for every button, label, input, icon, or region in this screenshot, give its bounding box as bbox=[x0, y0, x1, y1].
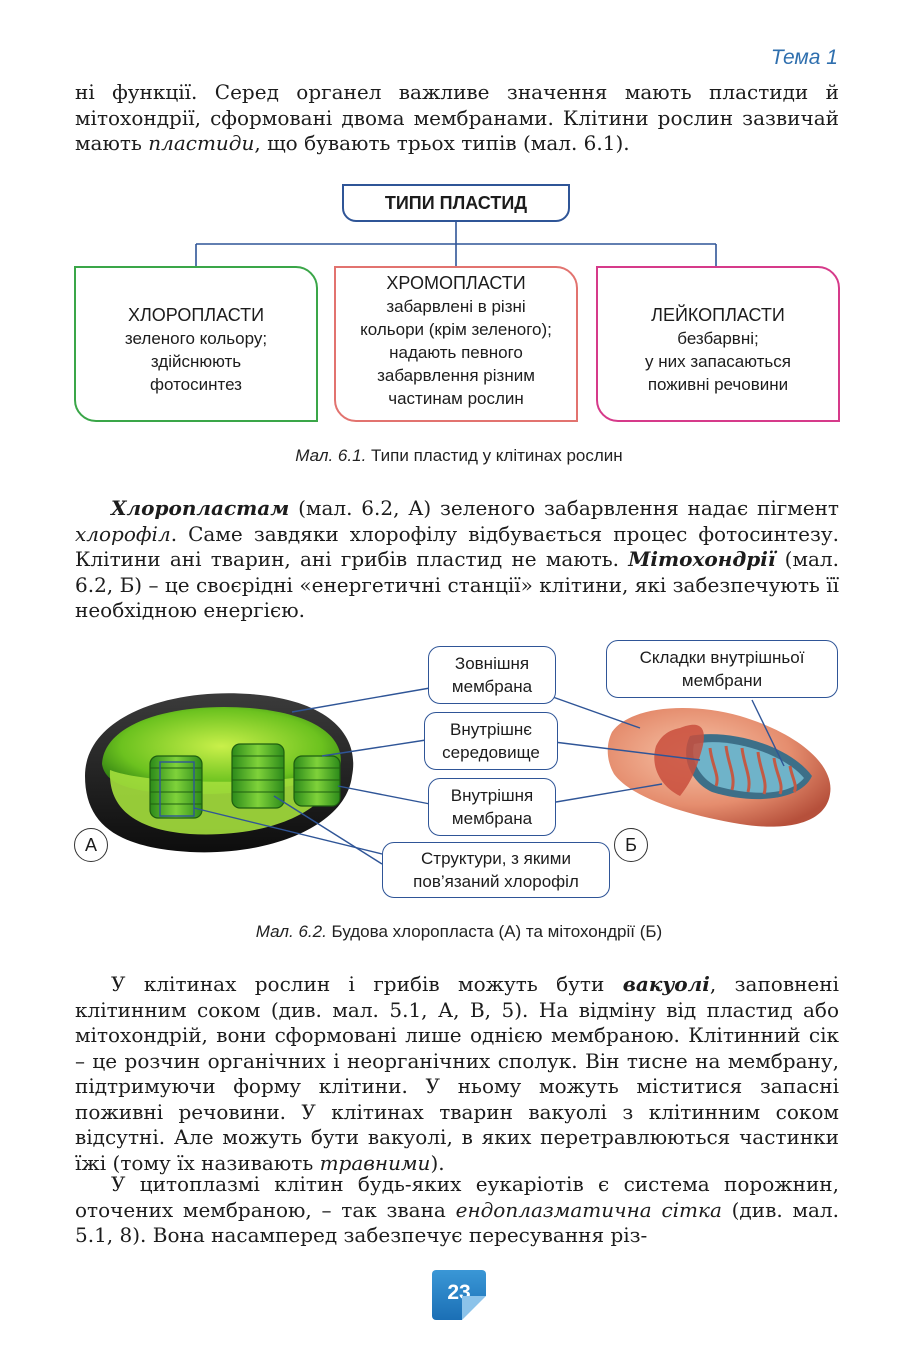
page-corner-fold bbox=[462, 1296, 486, 1320]
para2-text-2: . Саме завдяки хлорофілу відбувається процес фотосинтезу. Клітини ані тварин, ані грибів пластид не мають. bbox=[75, 521, 839, 571]
term-vacuoles: вакуолі bbox=[622, 972, 710, 996]
figure-6-2-caption bbox=[0, 922, 918, 942]
para4-text-1: У цитоплазмі клітин будь-яких еукаріотів є система порожнин, оточених мембраною, – так звана bbox=[75, 1172, 839, 1222]
inner-membrane-label: Внутрішня мембрана bbox=[450, 786, 534, 828]
inner-membrane-callout bbox=[428, 778, 556, 836]
vacuole-paragraph bbox=[75, 972, 839, 1176]
para3-text-3: ). bbox=[430, 1150, 445, 1175]
para2-text-3: (мал. 6.2, Б) – це своєрідні «енергетичні станції» клітини, які забезпечують її необхідною енергією. bbox=[75, 547, 839, 622]
er-paragraph bbox=[75, 1172, 839, 1249]
outer-membrane-label: Зовнішня мембрана bbox=[451, 654, 533, 696]
intro-text-2: , що бувають трьох типів (мал. 6.1). bbox=[254, 131, 630, 155]
para3-text-1: У клітинах рослин і грибів можуть бути bbox=[111, 972, 623, 996]
term-chlorophyll: хлорофіл bbox=[75, 521, 171, 546]
topic-header: Тема 1 bbox=[770, 46, 838, 69]
chromoplasts-desc: забарвлені в різні кольори (крім зеленого); надають певного забарвлення різним частинам рослин bbox=[360, 297, 552, 408]
page-number-badge bbox=[432, 1270, 486, 1320]
term-er: ендоплазматична сітка bbox=[455, 1197, 722, 1222]
chlorophyll-structures-callout bbox=[382, 842, 610, 898]
intro-italic: пластиди bbox=[148, 131, 255, 155]
caption-text: Типи пластид у клітинах рослин bbox=[366, 446, 623, 465]
chloroplast-paragraph bbox=[75, 496, 839, 624]
label-a-badge: А bbox=[74, 828, 108, 862]
caption-label: Мал. 6.1. bbox=[295, 446, 367, 465]
root-label: ТИПИ ПЛАСТИД bbox=[384, 193, 528, 213]
page-number: 23 bbox=[447, 1281, 471, 1304]
inner-medium-callout bbox=[424, 712, 558, 770]
cristae-label: Складки внутрішньої мембрани bbox=[639, 648, 805, 690]
chromoplasts-box bbox=[334, 266, 578, 422]
inner-medium-label: Внутрішнє середовище bbox=[442, 720, 540, 762]
chloroplasts-title: ХЛОРОПЛАСТИ bbox=[127, 305, 265, 325]
leucoplasts-box bbox=[596, 266, 840, 422]
para4-text-2: (див. мал. 5.1, 8). Вона насамперед забезпечує пересування різ- bbox=[75, 1197, 839, 1247]
para2-text-1: (мал. 6.2, А) зеленого забарвлення надає пігмент bbox=[289, 496, 839, 520]
chromoplasts-title: ХРОМОПЛАСТИ bbox=[386, 273, 526, 293]
caption-2-label: Мал. 6.2. bbox=[255, 922, 327, 941]
para3-text-2: , заповнені клітинним соком (див. мал. 5.1, А, В, 5). На відміну від пластид або мітохондрій, вони сформовані лише однією мембраною. Клітинний сік – це розчин органічних і неорганічних сполук. Він тисне на мембрану, підтримуючи форму клітини. У ньому можуть міститися запасні поживні речовини. У клітинах тварин вакуолі з клітинним соком відсутні. Але можуть бути вакуолі, в яких перетравлюються частинки їжі (тому їх називають bbox=[75, 972, 839, 1175]
chloroplasts-desc: зеленого кольору; здійснюють фотосинтез bbox=[124, 329, 268, 394]
intro-text-1: ні функції. Серед органел важливе значення мають пластиди й мітохондрії, сформовані двома мембранами. Клітини рослин зазвичай мають bbox=[75, 80, 839, 155]
chloroplasts-box bbox=[74, 266, 318, 422]
term-mitochondria: Мітохондрії bbox=[628, 547, 776, 571]
plastid-types-root bbox=[342, 184, 570, 222]
chlorophyll-structures-label: Структури, з якими пов’язаний хлорофіл bbox=[413, 849, 579, 891]
cristae-callout bbox=[606, 640, 838, 698]
caption-2-text: Будова хлоропласта (А) та мітохондрії (Б) bbox=[326, 922, 663, 941]
leucoplasts-title: ЛЕЙКОПЛАСТИ bbox=[651, 305, 785, 325]
term-chloroplasts: Хлоропластам bbox=[111, 496, 290, 520]
leucoplasts-desc: безбарвні; у них запасаються поживні речовини bbox=[645, 329, 791, 394]
figure-6-1-caption bbox=[0, 446, 918, 466]
term-digestive: травними bbox=[319, 1150, 431, 1175]
outer-membrane-callout bbox=[428, 646, 556, 704]
label-b-badge: Б bbox=[614, 828, 648, 862]
